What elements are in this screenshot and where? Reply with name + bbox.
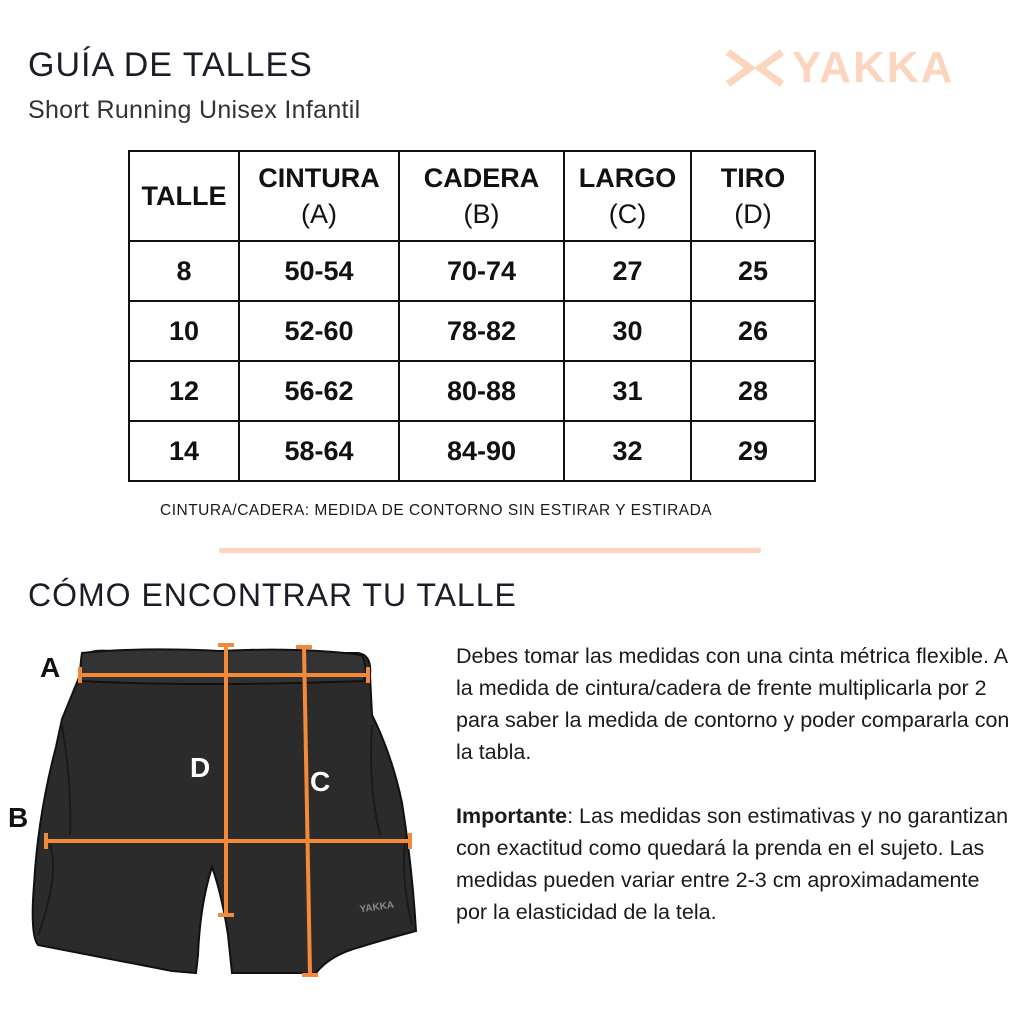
table-cell: 12	[129, 361, 239, 421]
table-cell: 32	[564, 421, 691, 481]
table-cell: 52-60	[239, 301, 399, 361]
important-label: Importante	[456, 804, 568, 828]
label-b: B	[8, 802, 29, 833]
instructions-paragraph-1: Debes tomar las medidas con una cinta métrica flexible. A la medida de cintura/cadera de frente multiplicarla por 2 para saber la medida de contorno y poder compararla con la tabla.	[456, 644, 1010, 764]
table-header-row	[129, 151, 815, 241]
size-table	[128, 150, 816, 482]
label-d: D	[190, 752, 211, 783]
table-cell: 70-74	[399, 241, 564, 301]
table-cell: 29	[691, 421, 815, 481]
table-cell: 28	[691, 361, 815, 421]
instructions-text	[456, 640, 1016, 960]
important-text: : Las medidas son estimativas y no garantizan con exactitud como quedará la prenda en el sujeto. Las medidas pueden variar entre 2-3 cm aproximadamente por la elasticidad de la tela.	[456, 804, 1009, 924]
garment-brand-mark: YAKKA	[358, 899, 395, 916]
table-cell: 10	[129, 301, 239, 361]
label-c: C	[310, 766, 331, 797]
table-cell: 25	[691, 241, 815, 301]
table-cell: 50-54	[239, 241, 399, 301]
table-row	[129, 361, 815, 421]
table-cell: 56-62	[239, 361, 399, 421]
label-a: A	[40, 652, 61, 683]
table-row	[129, 241, 815, 301]
table-cell: 84-90	[399, 421, 564, 481]
table-cell: 31	[564, 361, 691, 421]
table-cell: 80-88	[399, 361, 564, 421]
header-tiro: TIRO (D)	[691, 151, 815, 241]
header-talle: TALLE	[129, 151, 239, 241]
page-title: GUÍA DE TALLES	[28, 46, 313, 84]
table-cell: 78-82	[399, 301, 564, 361]
table-cell: 8	[129, 241, 239, 301]
brand-logo	[724, 44, 974, 92]
table-cell: 58-64	[239, 421, 399, 481]
header-cintura: CINTURA (A)	[239, 151, 399, 241]
table-row	[129, 421, 815, 481]
header-cadera: CADERA (B)	[399, 151, 564, 241]
section-title: CÓMO ENCONTRAR TU TALLE	[28, 577, 517, 613]
table-note: CINTURA/CADERA: MEDIDA DE CONTORNO SIN ESTIRAR Y ESTIRADA	[160, 502, 713, 519]
brand-x-icon	[724, 44, 786, 92]
table-cell: 30	[564, 301, 691, 361]
table-row	[129, 301, 815, 361]
header-largo: LARGO (C)	[564, 151, 691, 241]
waistband-shape	[80, 649, 366, 684]
table-cell: 14	[129, 421, 239, 481]
shorts-diagram	[0, 635, 440, 1015]
table-cell: 26	[691, 301, 815, 361]
instructions-paragraph-2	[456, 800, 1016, 928]
brand-name: YAKKA	[792, 43, 955, 92]
page-subtitle: Short Running Unisex Infantil	[28, 96, 361, 124]
section-divider	[219, 548, 761, 553]
table-cell: 27	[564, 241, 691, 301]
